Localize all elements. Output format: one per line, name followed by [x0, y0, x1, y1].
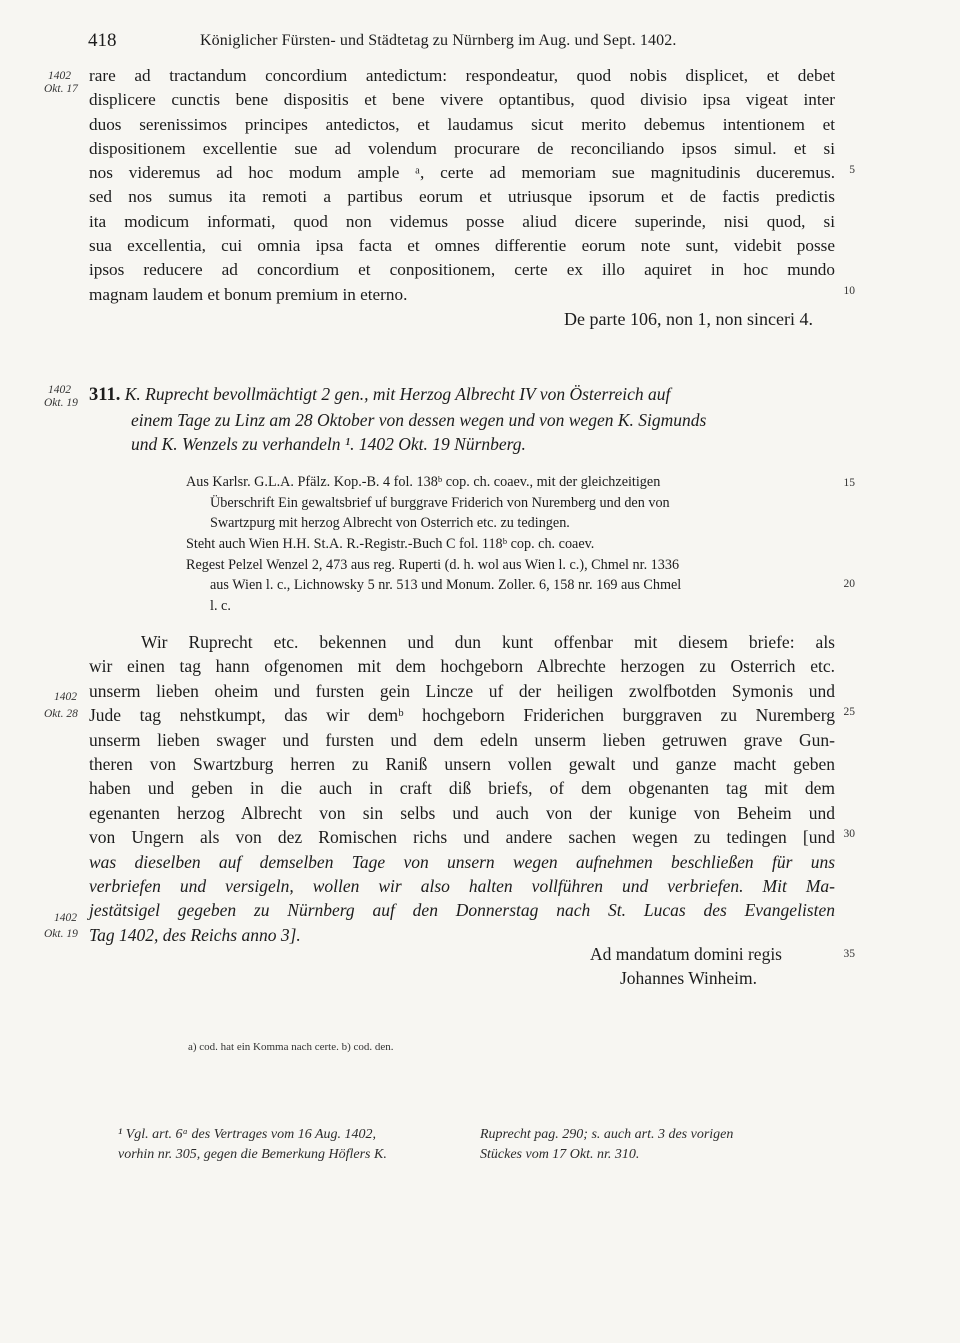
vote-line: De parte 106, non 1, non sinceri 4.	[564, 308, 813, 329]
page-number: 418	[88, 30, 117, 51]
footnote-variant: a) cod. hat ein Komma nach certe. b) cod. den.	[188, 1041, 394, 1053]
doc-line: Tag 1402, des Reichs anno 3].	[89, 924, 301, 945]
text-line: dispositionem excellentie sue ad volendum procurare de reconciliando ipsos simul. et si	[89, 138, 835, 158]
continuation-text	[89, 64, 835, 331]
heading-line: und K. Wenzels zu verhandeln ¹. 1402 Okt. 19 Nürnberg.	[131, 434, 526, 454]
document-text	[89, 630, 835, 947]
source-line: l. c.	[210, 598, 231, 615]
text-line: duos serenissimos principes antedictos, et laudamus sicut merito debemus intentionem et	[89, 114, 835, 134]
doc-line: unserm lieben oheim und fursten gein Lincze uf der heiligen zwolfbotden Symonis und	[89, 680, 835, 701]
source-line: Swartzpurg mit herzog Albrecht von Osterrich etc. zu tedingen.	[210, 515, 570, 532]
text-line: sua excellentia, cui omnia ipsa facta et omnes differentie eorum note sunt, videbit posse	[89, 236, 835, 256]
running-title: Königlicher Fürsten- und Städtetag zu Nürnberg im Aug. und Sept. 1402.	[200, 32, 677, 49]
doc-margin-date-1	[44, 691, 78, 721]
heading-line: K. Ruprecht bevollmächtigt 2 gen., mit Herzog Albrecht IV von Österreich auf	[124, 384, 671, 404]
source-line: Steht auch Wien H.H. St.A. R.-Registr.-Buch C fol. 118ᵇ cop. ch. coaev.	[186, 536, 595, 553]
margin-day: Okt. 17	[44, 83, 78, 95]
heading-line: einem Tage zu Linz am 28 Oktober von dessen wegen und von wegen K. Sigmunds	[131, 409, 707, 430]
section-margin-date	[44, 384, 78, 410]
doc-line: jestätsigel gegeben zu Nürnberg auf den Donnerstag nach St. Lucas des Evangelisten	[89, 900, 835, 921]
margin-year: 1402	[54, 912, 77, 924]
doc-line: was dieselben auf demselben Tage von unsern wegen aufnehmen beschließen für uns	[89, 851, 835, 872]
doc-line: verbriefen und versigeln, wollen wir also halten vollführen und verbriefen. Mit Ma-	[89, 875, 835, 896]
source-line: aus Wien l. c., Lichnowsky 5 nr. 513 und Monum. Zoller. 6, 158 nr. 169 aus Chmel	[210, 577, 682, 594]
text-line: nos videremus ad hoc modum ample ᵃ, certe ad memoriam sue magnitudinis duceremus.	[89, 163, 835, 183]
margin-date-top	[44, 70, 78, 96]
signature-line-1: Ad mandatum domini regis	[590, 944, 782, 964]
margin-year: 1402	[54, 691, 77, 703]
doc-line: theren von Swartzburg herren zu Raniß unsern vollen gewalt und ganze macht geben	[89, 753, 835, 774]
doc-line: Wir Ruprecht etc. bekennen und dun kunt offenbar mit diesem briefe: als	[141, 632, 835, 652]
source-notes	[186, 472, 834, 617]
margin-day: Okt. 19	[44, 928, 78, 940]
section-number: 311.	[89, 385, 121, 405]
text-line: ipsos reducere ad concordium et conpositionem, certe ex illo aquiret in hoc mundo	[89, 260, 835, 280]
footnote-1	[118, 1125, 838, 1164]
margin-day: Okt. 19	[44, 397, 78, 409]
footnote-line: Ruprecht pag. 290; s. auch art. 3 des vorigen	[480, 1127, 734, 1142]
line-number: 15	[843, 477, 855, 489]
text-line: magnam laudem et bonum premium in eterno.	[89, 284, 408, 304]
doc-line: unserm lieben swager und fursten und dem edeln unserm lieben getruwen grave Gun-	[89, 729, 835, 750]
doc-line: wir einen tag hann ofgenomen mit dem hochgeborn Albrechte herzogen zu Osterrich etc.	[89, 656, 835, 677]
line-number: 5	[849, 164, 855, 176]
doc-line: von Ungern als von dez Romischen richs und andere sachen wegen zu tedingen [und	[89, 827, 835, 848]
signature-block	[590, 942, 782, 991]
source-line: Aus Karlsr. G.L.A. Pfälz. Kop.-B. 4 fol. 138ᵇ cop. ch. coaev., mit der gleichzeitigen	[186, 474, 661, 490]
margin-year: 1402	[48, 70, 71, 82]
text-line: ita modicum informati, quod non videmus posse aliud dicere superinde, nisi quod, si	[89, 211, 835, 231]
line-number: 20	[843, 578, 855, 590]
source-line: Regest Pelzel Wenzel 2, 473 aus reg. Ruperti (d. h. wol aus Wien l. c.), Chmel nr. 1336	[186, 556, 680, 573]
line-number: 25	[843, 706, 855, 718]
footnote-line: ¹ Vgl. art. 6ᵃ des Vertrages vom 16 Aug. 1402,	[118, 1127, 377, 1142]
text-line: displicere cunctis bene dispositis et bene vivere optantibus, quod divisio ipsa vigeat inter	[89, 90, 835, 110]
page-header	[88, 30, 828, 54]
margin-year: 1402	[48, 384, 71, 396]
doc-line: Jude tag nehstkumpt, das wir demᵇ hochgeborn Friderichen burggraven zu Nuremberg	[89, 705, 835, 726]
source-line: Überschrift Ein gewaltsbrief uf burggrave Friderich von Nuremberg und den von	[210, 494, 670, 511]
footnote-line: vorhin nr. 305, gegen die Bemerkung Höflers K.	[118, 1146, 387, 1162]
line-number: 35	[843, 948, 855, 960]
margin-day: Okt. 28	[44, 708, 78, 720]
section-heading	[89, 382, 839, 457]
doc-margin-date-2	[44, 912, 78, 941]
signature-line-2: Johannes Winheim.	[620, 968, 758, 989]
text-line: sed nos sumus ita remoti a partibus eorum et utriusque ipsorum et de factis predictis	[89, 187, 835, 207]
doc-line: haben und geben in die auch in craft diß briefs, of dem obgenanten tag mit dem	[89, 778, 835, 799]
footnote-line: Stückes vom 17 Okt. nr. 310.	[480, 1146, 640, 1162]
doc-line: egenanten herzog Albrecht von sin selbs und auch von der kunige von Beheim und	[89, 802, 835, 823]
line-number: 10	[843, 285, 855, 297]
line-number: 30	[843, 828, 855, 840]
text-line: rare ad tractandum concordium antedictum: respondeatur, quod nobis displicet, et debet	[89, 66, 835, 85]
